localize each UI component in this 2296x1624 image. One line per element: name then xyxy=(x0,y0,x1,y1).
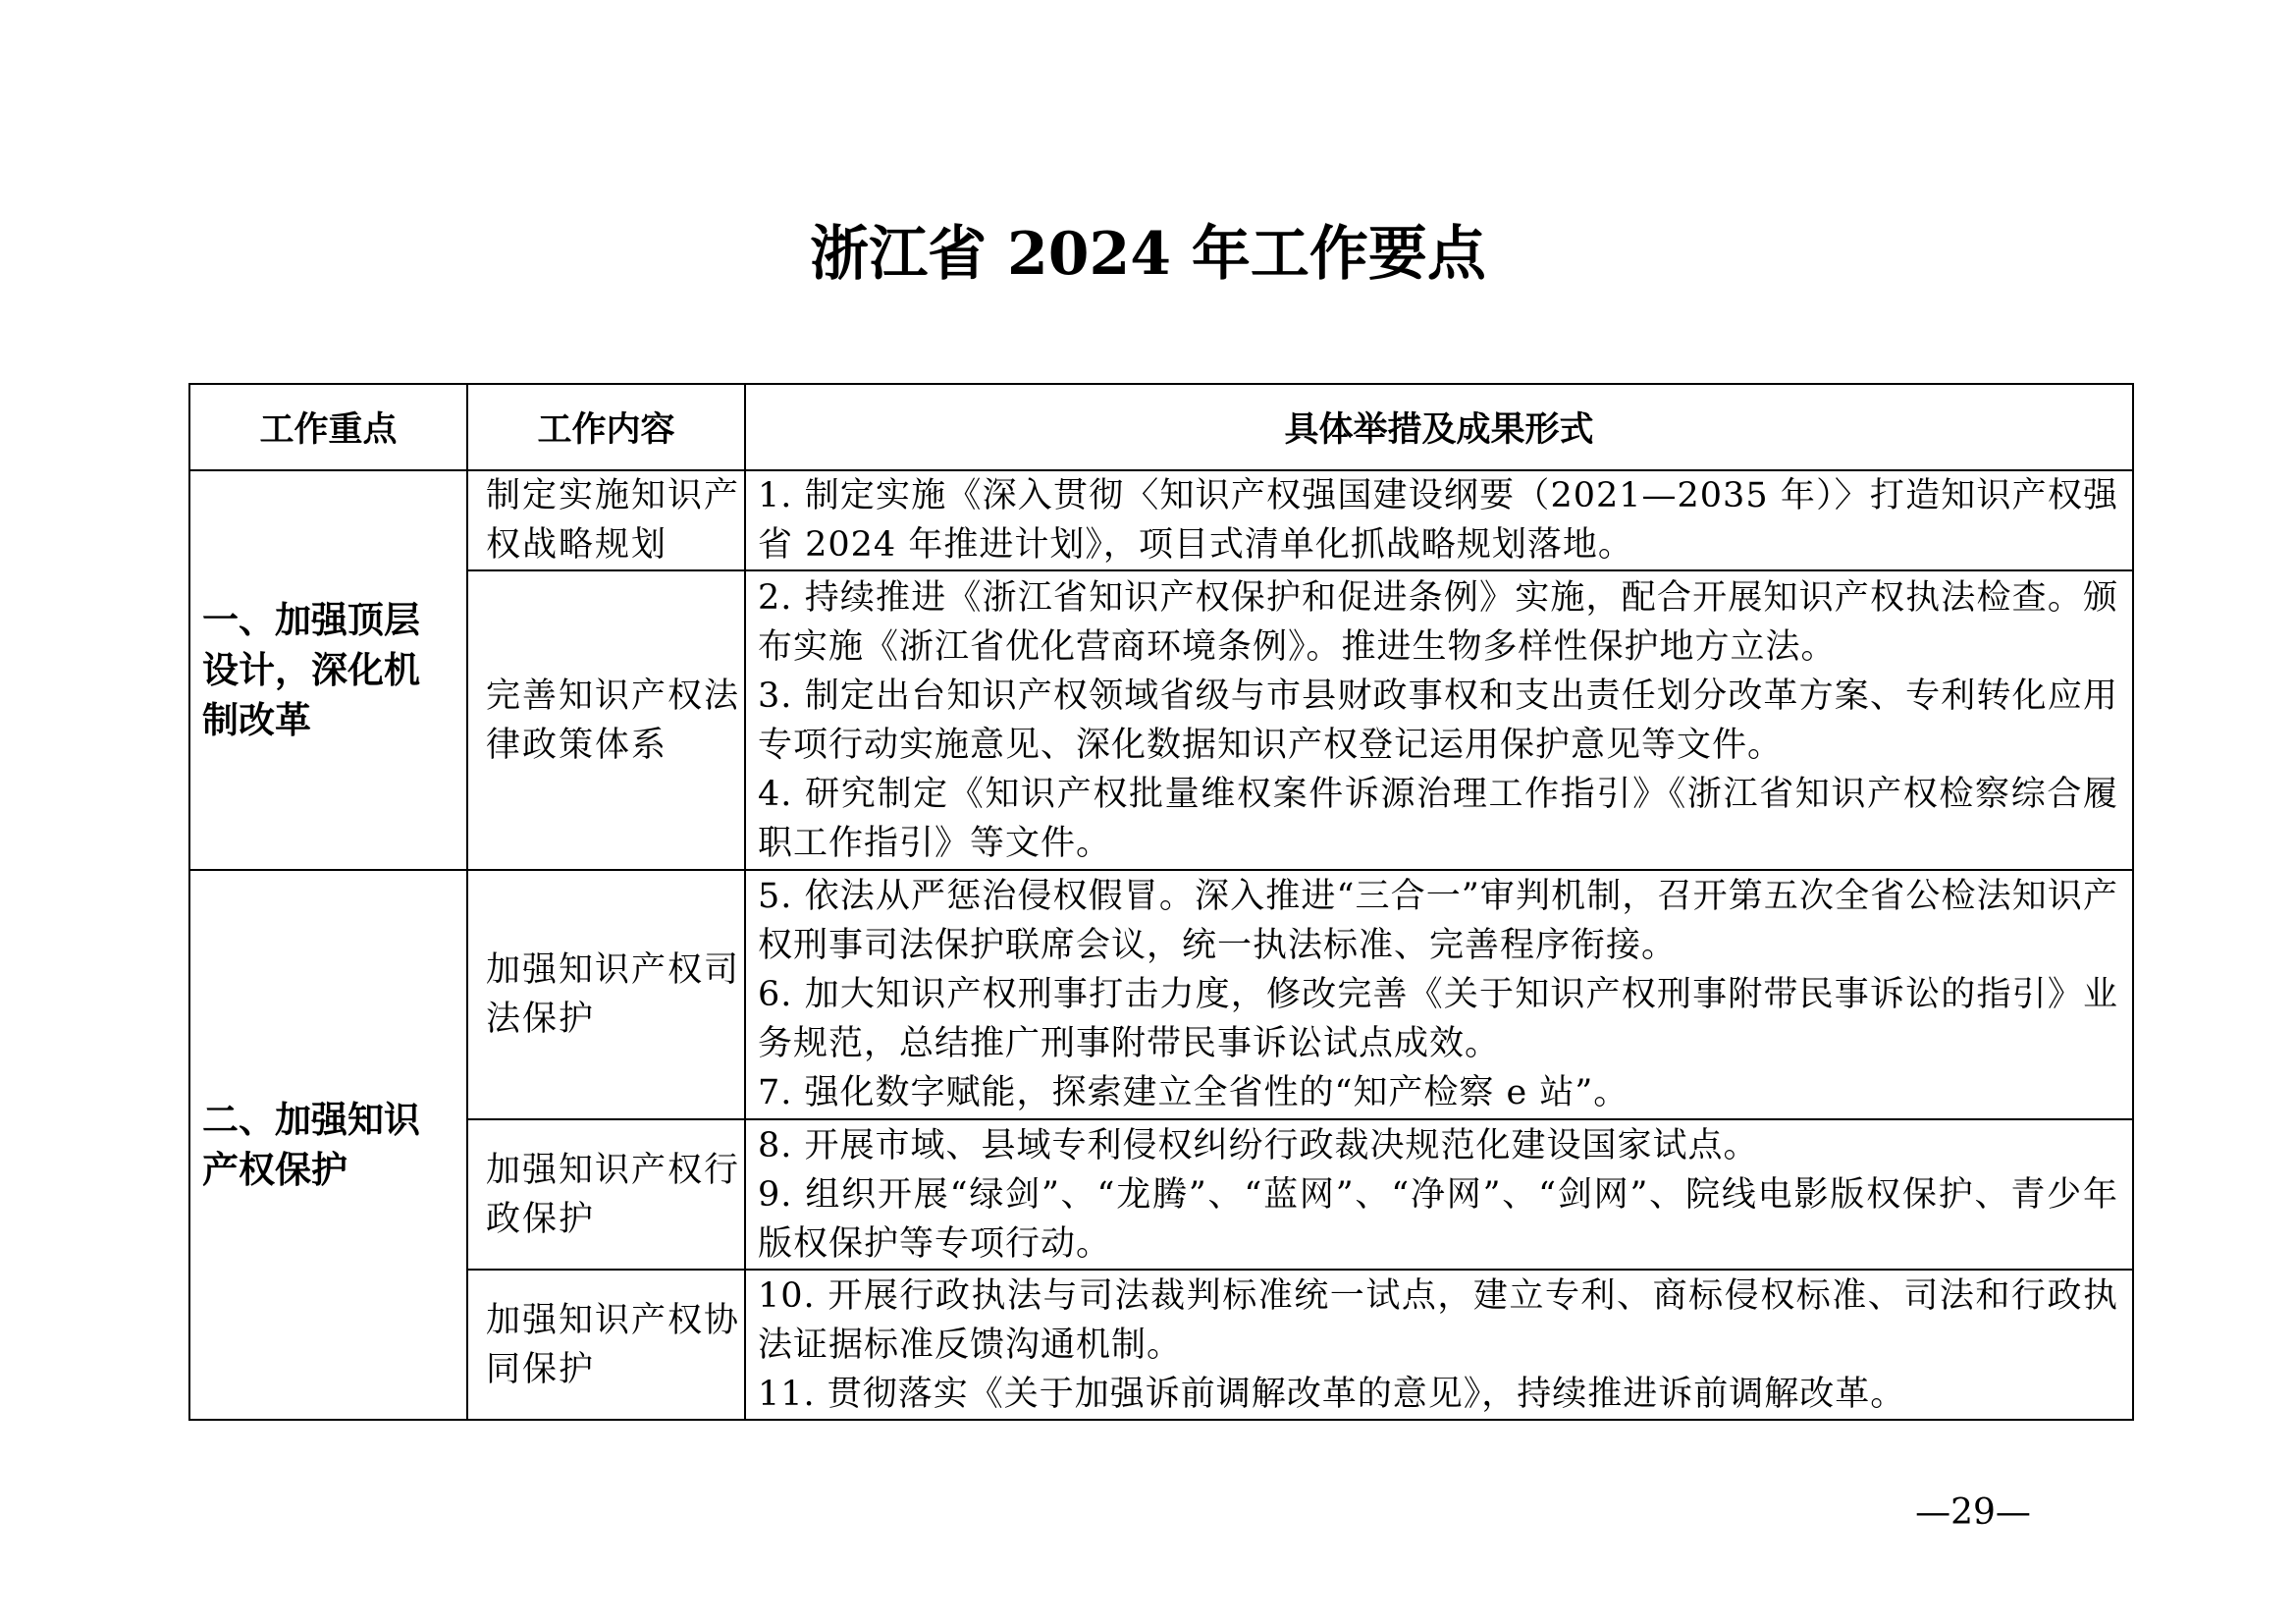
page-number: —29— xyxy=(1915,1492,2031,1533)
table-row xyxy=(189,1119,2133,1270)
work-plan-table xyxy=(188,383,2134,1421)
measure-item: 7. 强化数字赋能，探索建立全省性的“知产检察 e 站”。 xyxy=(758,1073,1629,1112)
measure-item: 1. 制定实施《深入贯彻〈知识产权强国建设纲要（2021—2035 年）〉打造知识产权强省 2024 年推进计划》，项目式清单化抓战略规划落地。 xyxy=(758,476,2118,565)
measure-item: 8. 开展市域、县域专利侵权纠纷行政裁决规范化建设国家试点。 xyxy=(758,1125,1759,1165)
table-row xyxy=(189,870,2133,1119)
work-content-cell: 加强知识产权行政保护 xyxy=(467,1119,745,1270)
header-work-focus: 工作重点 xyxy=(189,384,467,470)
measure-item: 10. 开展行政执法与司法裁判标准统一试点，建立专利、商标侵权标准、司法和行政执法证据标准反馈沟通机制。 xyxy=(758,1275,2118,1365)
measures-cell xyxy=(745,1270,2133,1420)
measure-item: 5. 依法从严惩治侵权假冒。深入推进“三合一”审判机制，召开第五次全省公检法知识产权刑事司法保护联席会议，统一执法标准、完善程序衔接。 xyxy=(758,877,2118,965)
work-focus-cell: 一、加强顶层设计，深化机制改革 xyxy=(189,470,467,870)
measures-cell xyxy=(745,1119,2133,1270)
work-focus-cell: 二、加强知识产权保护 xyxy=(189,870,467,1420)
table-row xyxy=(189,1270,2133,1420)
work-content-cell: 完善知识产权法律政策体系 xyxy=(467,570,745,870)
work-content-cell: 加强知识产权司法保护 xyxy=(467,870,745,1119)
measures-cell xyxy=(745,470,2133,570)
measure-item: 4. 研究制定《知识产权批量维权案件诉源治理工作指引》《浙江省知识产权检察综合履职工作指引》等文件。 xyxy=(758,774,2118,863)
page-title: 浙江省 2024 年工作要点 xyxy=(810,220,1486,289)
table-header-row xyxy=(189,384,2133,470)
table-row xyxy=(189,470,2133,570)
table-row xyxy=(189,570,2133,870)
measure-item: 6. 加大知识产权刑事打击力度，修改完善《关于知识产权刑事附带民事诉讼的指引》业务规范，总结推广刑事附带民事诉讼试点成效。 xyxy=(758,975,2118,1063)
measure-item: 9. 组织开展“绿剑”、“龙腾”、“蓝网”、“净网”、“剑网”、院线电影版权保护、青少年版权保护等专项行动。 xyxy=(758,1174,2118,1264)
work-content-cell: 加强知识产权协同保护 xyxy=(467,1270,745,1420)
measure-item: 2. 持续推进《浙江省知识产权保护和促进条例》实施，配合开展知识产权执法检查。颁布实施《浙江省优化营商环境条例》。推进生物多样性保护地方立法。 xyxy=(758,577,2118,667)
measure-item: 3. 制定出台知识产权领域省级与市县财政事权和支出责任划分改革方案、专利转化应用专项行动实施意见、深化数据知识产权登记运用保护意见等文件。 xyxy=(758,676,2118,765)
measures-cell xyxy=(745,870,2133,1119)
header-work-content: 工作内容 xyxy=(467,384,745,470)
header-measures: 具体举措及成果形式 xyxy=(745,384,2133,470)
work-content-cell: 制定实施知识产权战略规划 xyxy=(467,470,745,570)
measures-cell xyxy=(745,570,2133,870)
measure-item: 11. 贯彻落实《关于加强诉前调解改革的意见》，持续推进诉前调解改革。 xyxy=(758,1374,1906,1414)
